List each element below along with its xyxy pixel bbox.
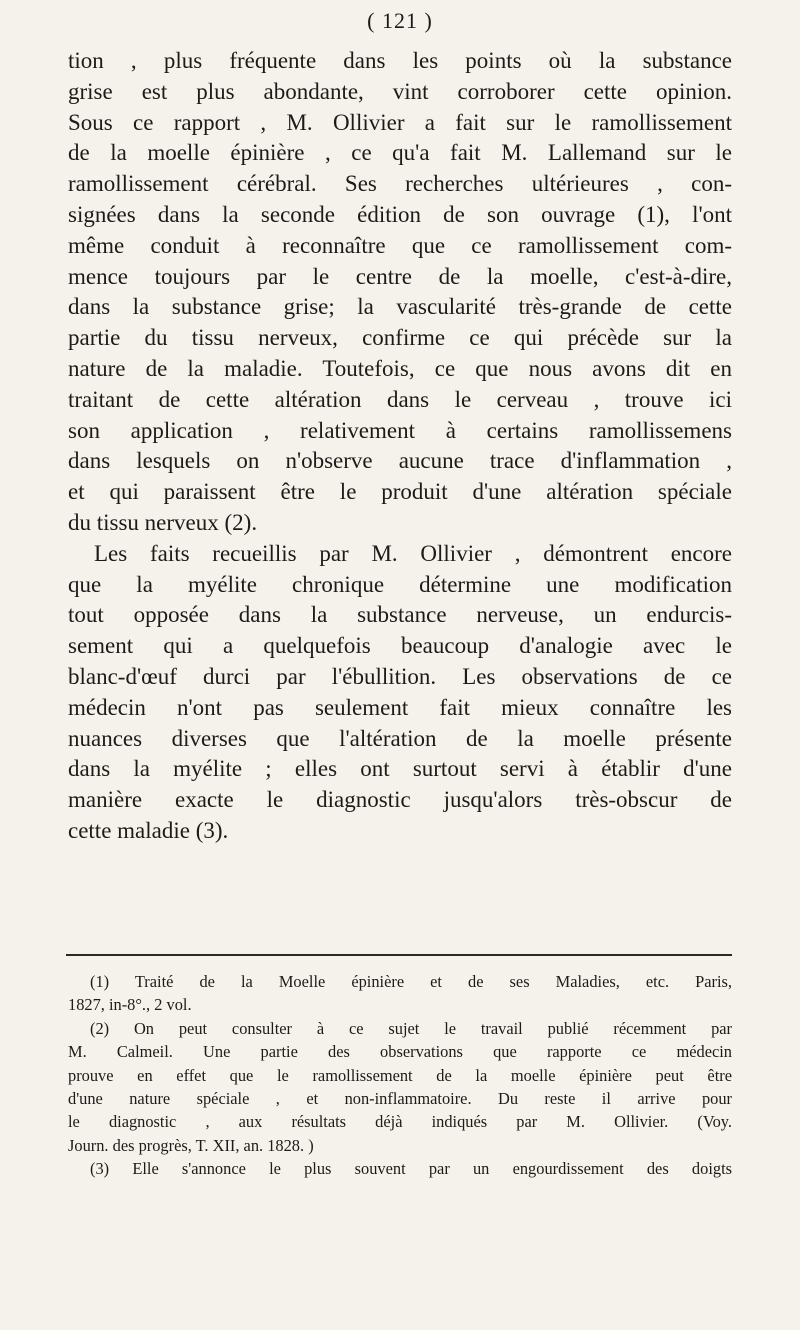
- text-line: ramollissement cérébral. Ses recherches ultérieures , con-: [68, 171, 732, 197]
- text-line: même conduit à reconnaître que ce ramollissement com-: [68, 232, 732, 258]
- text-line: nature de la maladie. Toutefois, ce que nous avons dit en: [68, 355, 732, 381]
- footnote-line: le diagnostic , aux résultats déjà indiqués par M. Ollivier. (Voy.: [68, 1112, 732, 1132]
- text-line: Sous ce rapport , M. Ollivier a fait sur le ramollissement: [68, 109, 732, 135]
- text-line: mence toujours par le centre de la moelle, c'est-à-dire,: [68, 263, 732, 289]
- text-line: nuances diverses que l'altération de la moelle présente: [68, 725, 732, 751]
- text-line: du tissu nerveux (2).: [68, 509, 258, 535]
- footnote-line: (1) Traité de la Moelle épinière et de ses Maladies, etc. Paris,: [90, 972, 732, 991]
- page-number: ( 121 ): [367, 8, 433, 33]
- footnotes: [68, 970, 732, 1181]
- footnote-line: (3) Elle s'annonce le plus souvent par un engourdissement des doigts: [90, 1159, 732, 1179]
- footnote-line: M. Calmeil. Une partie des observations que rapporte ce médecin: [68, 1042, 732, 1062]
- footnote-line: (2) On peut consulter à ce sujet le travail publié récemment par: [90, 1018, 732, 1038]
- footnote-divider: [66, 954, 732, 956]
- text-line: manière exacte le diagnostic jusqu'alors très-obscur de: [68, 787, 732, 813]
- footnote-line: Journ. des progrès, T. XII, an. 1828. ): [68, 1135, 314, 1155]
- text-line: Les faits recueillis par M. Ollivier , démontrent encore: [94, 540, 732, 566]
- text-line: médecin n'ont pas seulement fait mieux connaître les: [68, 694, 732, 720]
- text-line: signées dans la seconde édition de son ouvrage (1), l'ont: [68, 201, 732, 227]
- text-line: grise est plus abondante, vint corroborer cette opinion.: [68, 78, 732, 104]
- text-line: de la moelle épinière , ce qu'a fait M. Lallemand sur le: [68, 140, 732, 166]
- text-line: dans la substance grise; la vascularité très-grande de cette: [68, 294, 732, 320]
- text-line: sement qui a quelquefois beaucoup d'analogie avec le: [68, 633, 732, 659]
- text-line: que la myélite chronique détermine une modification: [68, 571, 732, 597]
- body-text: [68, 46, 732, 847]
- text-line: traitant de cette altération dans le cerveau , trouve ici: [68, 386, 732, 412]
- text-line: dans lesquels on n'observe aucune trace d'inflammation ,: [68, 448, 732, 474]
- text-line: blanc-d'œuf durci par l'ébullition. Les observations de ce: [68, 663, 732, 689]
- footnote-line: 1827, in-8°., 2 vol.: [68, 995, 192, 1015]
- text-line: tion , plus fréquente dans les points où la substance: [68, 48, 732, 73]
- text-line: cette maladie (3).: [68, 817, 229, 843]
- text-line: son application , relativement à certains ramollissemens: [68, 417, 732, 443]
- text-line: partie du tissu nerveux, confirme ce qui précède sur la: [68, 325, 732, 351]
- footnote-line: d'une nature spéciale , et non-inflammatoire. Du reste il arrive pour: [68, 1088, 732, 1108]
- text-line: tout opposée dans la substance nerveuse, un endurcis-: [68, 602, 732, 628]
- text-line: dans la myélite ; elles ont surtout servi à établir d'une: [68, 756, 732, 782]
- footnote-line: prouve en effet que le ramollissement de la moelle épinière peut être: [68, 1065, 732, 1085]
- text-line: et qui paraissent être le produit d'une altération spéciale: [68, 479, 732, 505]
